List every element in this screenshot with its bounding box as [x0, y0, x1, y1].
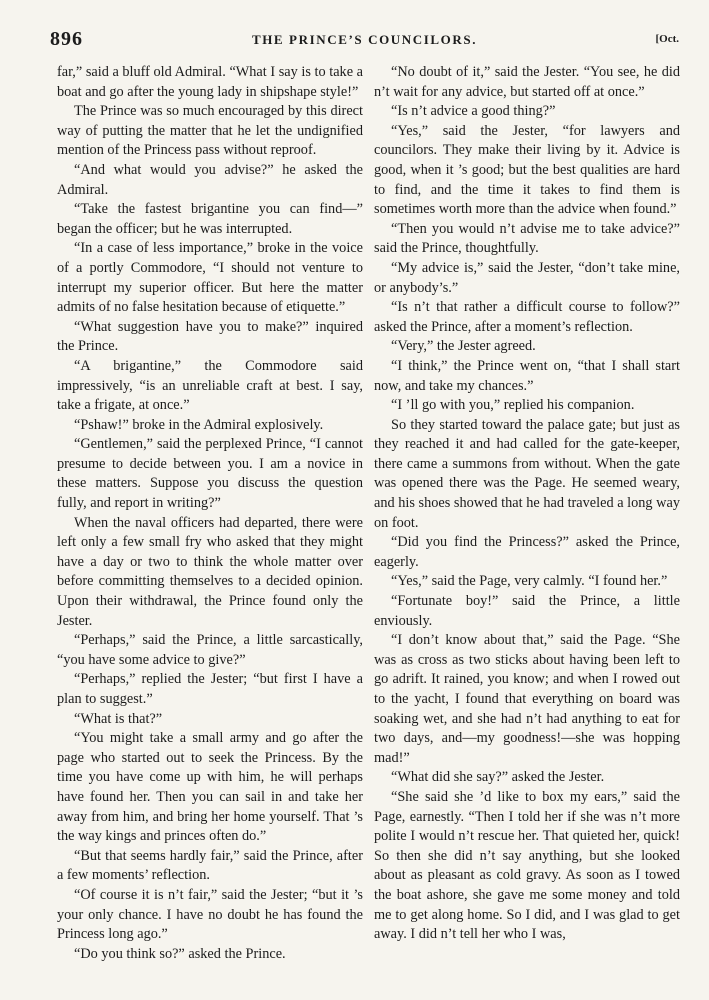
paragraph: “She said she ’d like to box my ears,” said the Page, earnestly. “Then I told her if she was n’t more polite I would n’t rescue her. That quieted her, quick! So then she did n’t say anything, but she looked about as pleasant as cold gravy. As soon as I towed the boat ashore, she gave me some money and told me to get along home. So I did, and I was glad to get away. I did n’t tell her who I was,: [374, 788, 680, 943]
paragraph: “But that seems hardly fair,” said the Prince, after a few moments’ reflection.: [57, 847, 363, 884]
paragraph: When the naval officers had departed, there were left only a few small fry who asked that they might have a day or two to think the whole matter over before committing themselves to a decided opinion. Upon their withdrawal, the Prince found only the Jester.: [57, 514, 363, 629]
paragraph: “I think,” the Prince went on, “that I shall start now, and take my chances.”: [374, 357, 680, 394]
paragraph: “Very,” the Jester agreed.: [391, 338, 536, 355]
paragraph: The Prince was so much encouraged by this direct way of putting the matter that he let the undignified mention of the Princess pass without reproof.: [57, 103, 363, 159]
paragraph: “What did she say?” asked the Jester.: [391, 769, 605, 786]
left-column: [57, 63, 363, 964]
paragraph: “Pshaw!” broke in the Admiral explosively.: [74, 416, 324, 433]
paragraph: “Yes,” said the Page, very calmly. “I found her.”: [391, 573, 668, 590]
paragraph: “Of course it is n’t fair,” said the Jester; “but it ’s your only chance. I have no doubt he has found the Princess long ago.”: [57, 886, 363, 943]
paragraph: “Gentlemen,” said the perplexed Prince, “I cannot presume to decide between you. I am a novice in these matters. Suppose you discuss the question fully, and report in writing?”: [57, 436, 363, 512]
paragraph: “Perhaps,” replied the Jester; “but first I have a plan to suggest.”: [57, 671, 363, 707]
paragraph: “Then you would n’t advise me to take advice?” said the Prince, thoughtfully.: [374, 220, 680, 257]
paragraph: “What is that?”: [74, 710, 163, 727]
paragraph: “I ’ll go with you,” replied his companion.: [391, 397, 635, 414]
paragraph: “My advice is,” said the Jester, “don’t take mine, or anybody’s.”: [374, 259, 680, 296]
right-column: [374, 63, 680, 945]
paragraph: “Is n’t advice a good thing?”: [391, 103, 556, 120]
paragraph: “Perhaps,” said the Prince, a little sarcastically, “you have some advice to give?”: [57, 632, 363, 668]
paragraph: “Is n’t that rather a difficult course to follow?” asked the Prince, after a moment’s reflection.: [374, 299, 680, 335]
paragraph: “What suggestion have you to make?” inquired the Prince.: [57, 318, 363, 355]
paragraph: “Yes,” said the Jester, “for lawyers and councilors. They make their living by it. Advice is good, when it ’s good; but the best qualities are hard to find, and the time it takes to find them is sometimes worth more than the advice when found.”: [374, 122, 680, 218]
page-number: 896: [50, 28, 83, 50]
issue-month: [Oct.: [655, 33, 679, 45]
paragraph: far,” said a bluff old Admiral. “What I say is to take a boat and go after the young lady in shipshape style!”: [57, 64, 363, 100]
paragraph: “Fortunate boy!” said the Prince, a little enviously.: [374, 593, 680, 629]
paragraph: “Take the fastest brigantine you can find—” began the officer; but he was interrupted.: [57, 201, 363, 237]
running-title: THE PRINCE’S COUNCILORS.: [251, 32, 478, 47]
paragraph: “Did you find the Princess?” asked the Prince, eagerly.: [374, 534, 680, 570]
paragraph: “And what would you advise?” he asked the Admiral.: [57, 161, 363, 198]
paragraph: “You might take a small army and go after the page who started out to seek the Princess. By the time you have come up with him, he will perhaps have found her. Then you can sail in and take her away from him, and bring her home yourself. That ’s the way kings and princes often do.”: [57, 730, 363, 845]
paragraph: “Do you think so?” asked the Prince.: [74, 945, 286, 962]
paragraph: “No doubt of it,” said the Jester. “You see, he did n’t wait for any advice, but started off at once.”: [374, 64, 680, 100]
page-header: [50, 28, 679, 58]
paragraph: “I don’t know about that,” said the Page. “She was as cross as two sticks about having been left to go adrift. It rained, you know; and when I rowed out to the yacht, I found that everything on board was soaking wet, and she had n’t had anything to eat for two days, and—my goodness!—she was hopping mad!”: [374, 632, 680, 766]
paragraph: “A brigantine,” the Commodore said impressively, “is an unreliable craft at best. I say, take a frigate, at once.”: [57, 357, 363, 414]
paragraph: “In a case of less importance,” broke in the voice of a portly Commodore, “I should not venture to interrupt my superior officer. But here the matter admits of no false hesitation because of etiquette.”: [57, 240, 363, 316]
paragraph: So they started toward the palace gate; but just as they reached it and had called for the gate-keeper, there came a summons from without. When the gate was opened there was the Page. He seemed weary, and his shoes showed that he had traveled a long way on foot.: [374, 416, 680, 531]
